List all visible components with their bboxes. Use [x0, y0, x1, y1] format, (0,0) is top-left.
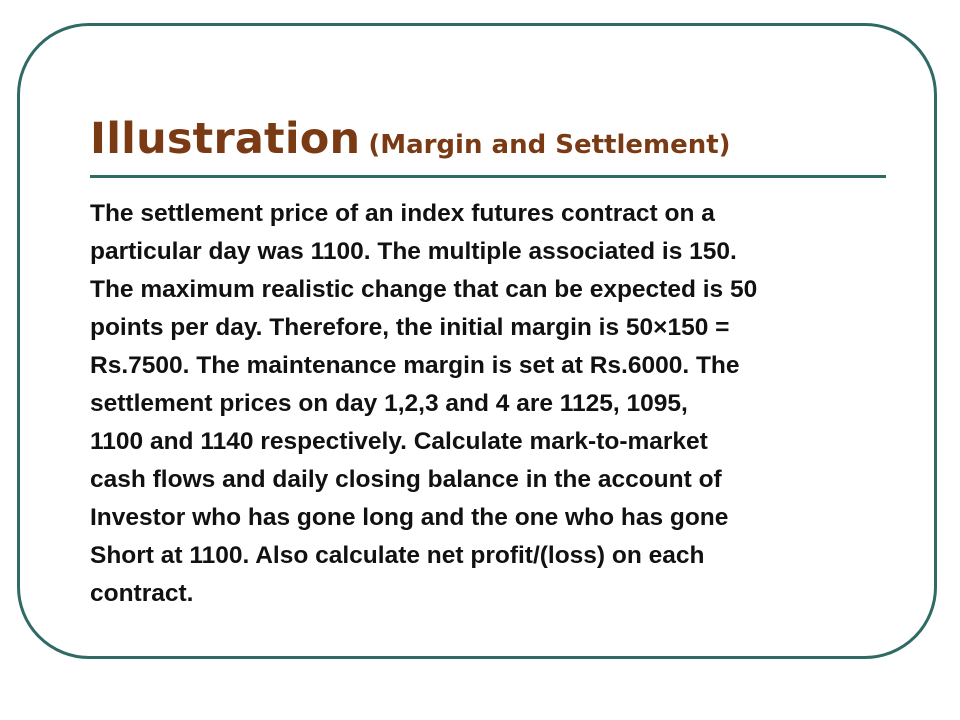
body-line-7: 1100 and 1140 respectively. Calculate mark-to-market: [90, 428, 708, 455]
body-line-3: The maximum realistic change that can be expected is 50: [90, 276, 758, 303]
title-subtitle: (Margin and Settlement): [368, 130, 731, 160]
body-line-10: Short at 1100. Also calculate net profit/(loss) on each: [90, 542, 705, 569]
slide-body: [90, 195, 910, 613]
body-line-8: cash flows and daily closing balance in the account of: [90, 466, 722, 493]
body-line-2: particular day was 1100. The multiple associated is 150.: [90, 238, 737, 265]
body-line-11: contract.: [90, 580, 194, 607]
slide-title: [90, 114, 731, 164]
title-underline: [90, 175, 886, 178]
body-line-6: settlement prices on day 1,2,3 and 4 are 1125, 1095,: [90, 390, 688, 417]
body-line-5: Rs.7500. The maintenance margin is set at Rs.6000. The: [90, 352, 740, 379]
body-line-9: Investor who has gone long and the one who has gone: [90, 504, 729, 531]
body-line-1: The settlement price of an index futures contract on a: [90, 200, 715, 227]
title-main: Illustration: [90, 114, 361, 164]
body-line-4: points per day. Therefore, the initial margin is 50×150 =: [90, 314, 730, 341]
